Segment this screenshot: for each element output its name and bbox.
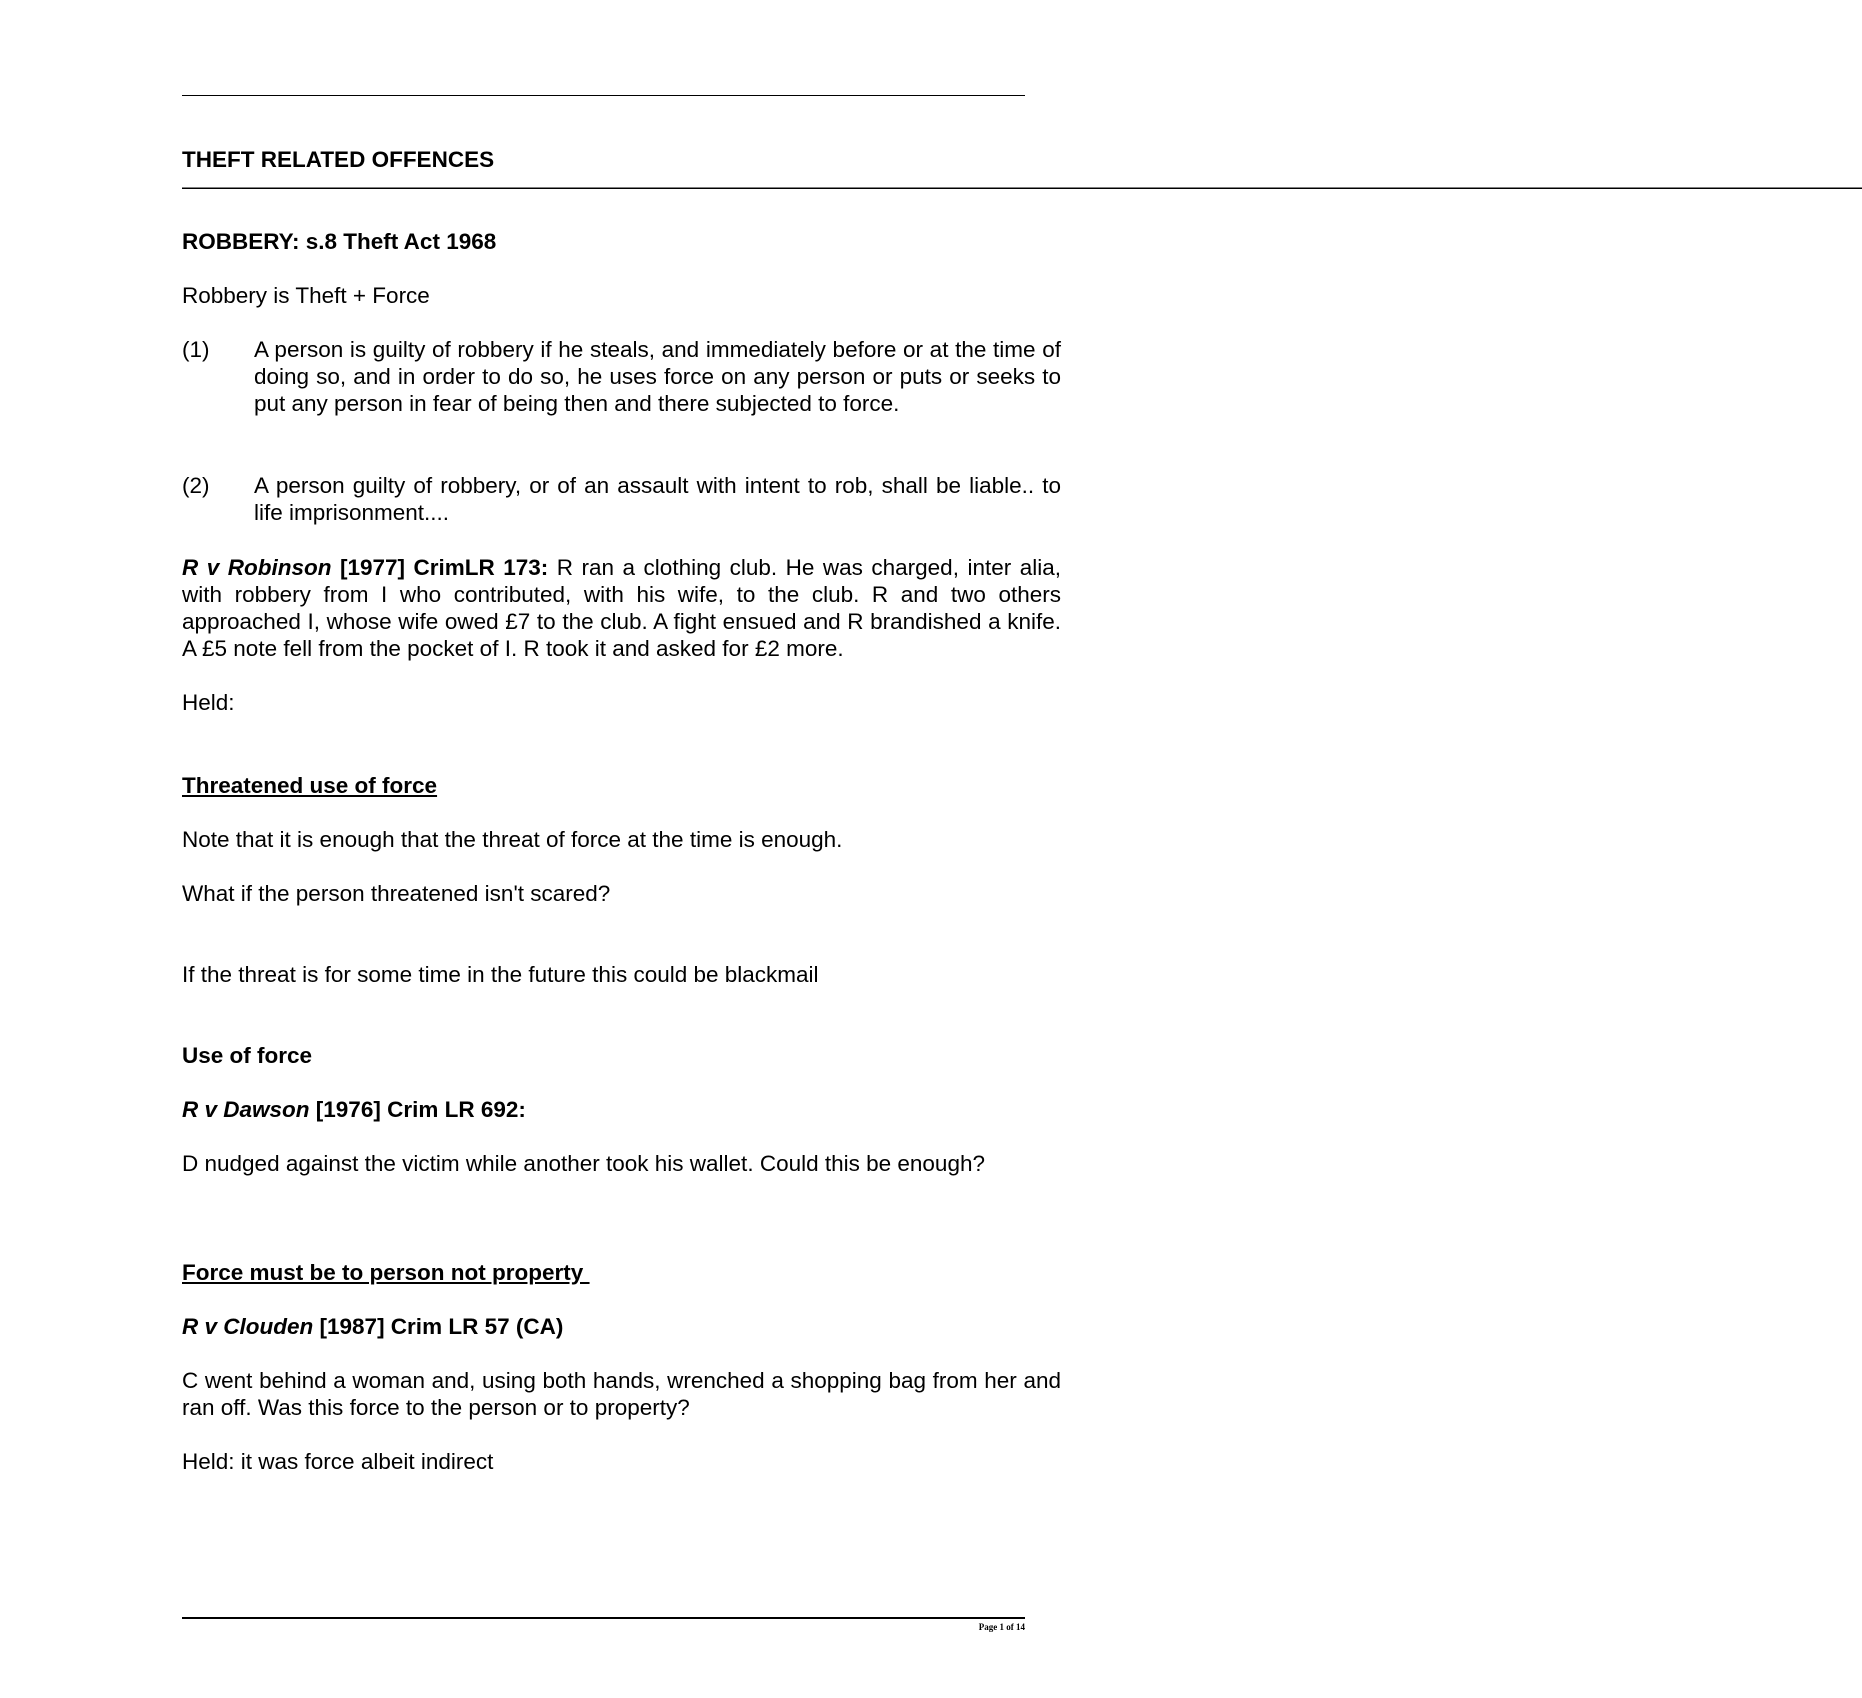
case-name: R v Dawson (182, 1097, 310, 1122)
statute-item-number: (1) (182, 337, 210, 362)
title-dash-rule: ———————————————————————————————————————————————————————————————————————————————— (182, 174, 1862, 199)
case-citation: [1987] Crim LR 57 (CA) (313, 1314, 564, 1339)
clouden-facts: C went behind a woman and, using both hands, wrenched a shopping bag from her and ran off. Was this force to the person or to property? (182, 1368, 1061, 1420)
clouden-held: Held: it was force albeit indirect (182, 1449, 494, 1474)
blackmail-note: If the threat is for some time in the future this could be blackmail (182, 962, 819, 987)
case-facts: R ran a clothing club. He was charged, inter alia, with robbery from I who contributed, with his wife, to the club. R and two others approached I, whose wife owed £7 to the club. A fight ensued and R brandished a knife. A £5 note fell from the pocket of I. R took it and asked for £2 more. (182, 555, 1061, 661)
document-title: THEFT RELATED OFFENCES (182, 147, 495, 172)
robbery-heading: ROBBERY: s.8 Theft Act 1968 (182, 229, 497, 254)
statute-item-number: (2) (182, 473, 210, 498)
robbery-intro: Robbery is Theft + Force (182, 283, 430, 308)
threatened-note: Note that it is enough that the threat of force at the time is enough. (182, 827, 843, 852)
case-name: R v Clouden (182, 1314, 314, 1339)
case-name: R v Robinson (182, 555, 332, 580)
page-number: Page 1 of 14 (978, 1622, 1025, 1632)
statute-item-text: A person is guilty of robbery if he steals, and immediately before or at the time of doing so, and in order to do so, he uses force on any person or puts or seeks to put any person in fear of being then and there subjected to force. (254, 337, 1061, 416)
robinson-case-paragraph (182, 554, 1061, 662)
dawson-facts: D nudged against the victim while another took his wallet. Could this be enough? (182, 1151, 985, 1176)
case-citation: [1976] Crim LR 692: (309, 1097, 526, 1122)
case-citation: [1977] CrimLR 173: (331, 555, 549, 580)
use-of-force-heading: Use of force (182, 1043, 313, 1068)
threatened-force-heading: Threatened use of force (182, 773, 438, 798)
force-person-heading: Force must be to person not property (182, 1260, 590, 1285)
threatened-question: What if the person threatened isn't scared? (182, 881, 611, 906)
dawson-case-heading (182, 1096, 1061, 1123)
statute-item-text: A person guilty of robbery, or of an assault with intent to rob, shall be liable.. to life imprisonment.... (254, 473, 1061, 525)
footer-rule (182, 1617, 1025, 1619)
header-rule (182, 95, 1025, 96)
robinson-held: Held: (182, 690, 235, 715)
clouden-case-heading (182, 1313, 1061, 1340)
